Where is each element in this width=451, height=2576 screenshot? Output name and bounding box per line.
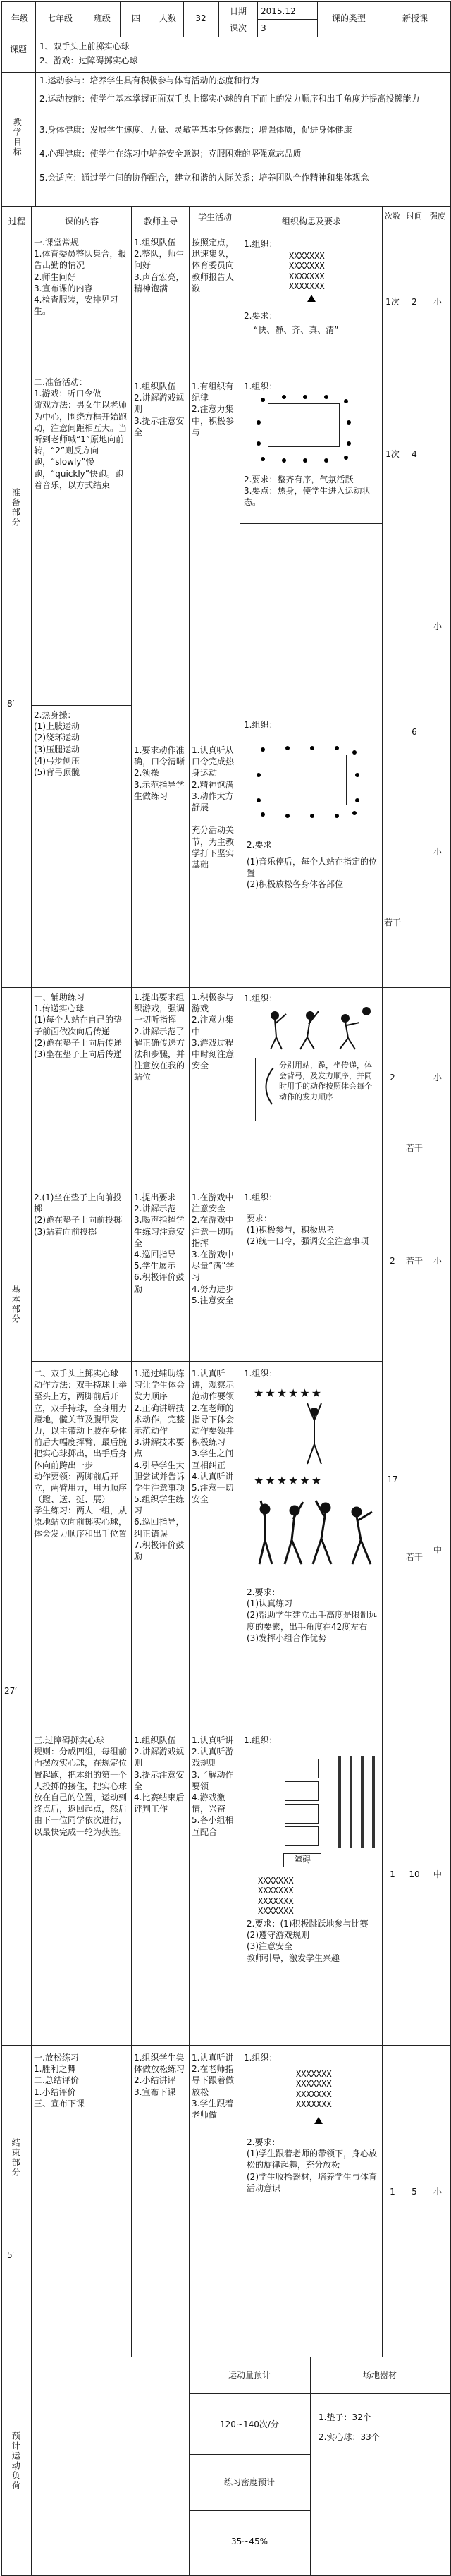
lane-marker xyxy=(338,1756,341,1848)
game-duration: 10 xyxy=(409,1869,420,1879)
teacher-triangle-icon xyxy=(307,295,316,302)
prep-req-title: 2.要求： xyxy=(244,311,278,321)
basic-intensity-a: 小 xyxy=(433,1073,442,1082)
lane-marker xyxy=(350,1756,352,1848)
prep-duration-b: 4 xyxy=(412,449,417,459)
ball-zone-1 xyxy=(285,1759,319,1778)
class-value: 四 xyxy=(131,13,140,23)
basic-intensity-c: 中 xyxy=(433,1545,442,1555)
game-org-title: 1.组织： xyxy=(244,1735,278,1745)
basic-duration-a: 若干 xyxy=(405,1143,423,1153)
ball-zone-3 xyxy=(285,1804,319,1824)
count-label: 人数 xyxy=(159,13,176,23)
topic-label: 课题 xyxy=(9,44,27,54)
prep-teacher-exercises: 1.要求动作准确，口令清晰 2.领操 3.示范指导学生做练习 xyxy=(134,745,185,801)
game-formation-x: XXXXXXX XXXXXXX XXXXXXX XXXXXXX xyxy=(258,1876,294,1917)
grade-label: 年级 xyxy=(11,13,28,23)
lesson-type-label: 课的类型 xyxy=(331,13,366,23)
students-stars-row: ★★★★★★ xyxy=(254,1474,323,1487)
prep-content-routine: 一.课堂常规 1.体育委员整队集合，报告出勤的情况 2.师生问好 3.宣布课的内容 4.检查服装，安排见习生。 xyxy=(34,238,127,317)
col-student: 学生活动 xyxy=(197,212,232,222)
density-value: 35~45% xyxy=(231,2537,268,2546)
col-teacher: 教师主导 xyxy=(143,216,178,226)
game-intensity: 中 xyxy=(433,1869,442,1879)
basic-student-throw-positions: 1.在游戏中注意安全 2.在游戏中注意一切听指挥 3.在游戏中尽量“满”学习 4.努力进步 5.注意安全 xyxy=(192,1192,235,1305)
basic-times-c: 17 xyxy=(387,1475,398,1484)
col-org: 组织构思及要求 xyxy=(281,216,341,226)
thrower-figure-icon xyxy=(296,1399,331,1470)
prep-intensity-b: 小 xyxy=(433,621,442,631)
prep-times-a: 1次 xyxy=(385,297,400,307)
prep-teacher-warmup-game: 1.组织队伍 2.讲解游戏规则 3.提示注意安全 xyxy=(134,381,185,437)
basic-org-a-title: 1.组织： xyxy=(244,994,278,1003)
basic-student-overhead-throw: 1.认真听讲，观察示范动作要领 2.在老师的指导下体会动作要领并积极练习 3.学生之间互相纠正 4.认真听讲 5.注意一切安全 xyxy=(192,1369,235,1505)
topic-item: 1、双手头上前掷实心球 xyxy=(39,42,130,51)
obstacle-label: 障碍 xyxy=(283,1853,321,1867)
prep-duration-a: 2 xyxy=(412,297,417,307)
prep-intensity-c: 小 xyxy=(433,847,442,857)
prep-student-warmup-game: 1.有组织有纪律 2.注意力集中，积极参与 xyxy=(192,381,235,437)
ball-zone-2 xyxy=(285,1781,319,1801)
section-prep-time: 8′ xyxy=(7,699,15,709)
venue-label: 场地器材 xyxy=(362,2370,397,2380)
objective-item: 5.会适应：通过学生间的协作配合，建立和谐的人际关系；培养团队合作精神和集体观念 xyxy=(39,173,369,183)
count-value: 32 xyxy=(195,13,206,23)
prep-req-text: “快、静、齐、真、清” xyxy=(254,325,339,335)
curved-arrow-icon xyxy=(257,1065,278,1107)
lane-marker xyxy=(361,1756,364,1848)
prep-org-b-req: 2.要求：整齐有序，气氛活跃 3.要点：热身，使学生进入运动状态。 xyxy=(244,475,371,508)
grade-value: 七年级 xyxy=(47,13,73,23)
venue-item: 1.垫子：32个 xyxy=(319,2412,371,2422)
prep-student-routine: 按照定点，迅速集队，体育委员向教师报告人数 xyxy=(192,238,235,293)
basic-duration-c: 若干 xyxy=(405,1552,423,1562)
end-content: 一.放松练习 1.胜利之舞 二.总结评价 1.小结评价 三、宣布下课 xyxy=(34,2053,85,2108)
basic-content-overhead-throw: 二、双手头上掷实心球 动作方法：双手持球上举至头上方，两脚前后开立，双手持球，全身用力蹬地，髋关节及腹甲发力，以主带动上肢在身体前后大幅度挥臂，最后腕把实心球掷出，出手后身体向前跨出一步 动作要领：两脚前后开立，两臂用力，用力顺序（蹬、送、挺、展） 学生练习：两人一组，从原地站立向前掷实心球，体会发力顺序和出手位置 xyxy=(34,1369,128,1539)
basic-times-a: 2 xyxy=(390,1073,395,1082)
end-org-title: 1.组织： xyxy=(244,2053,278,2063)
basic-times-b: 2 xyxy=(390,1256,395,1266)
student-formation-x: XXXXXXX XXXXXXX XXXXXXX XXXXXXX xyxy=(289,251,325,292)
prep-content-exercises: 2.热身操： (1)上肢运动 (2)绕环运动 (3)压腿运动 (4)弓步侧压 (5)背弓顶髋 xyxy=(34,710,80,777)
basic-intensity-b: 小 xyxy=(433,1256,442,1266)
col-intensity: 强度 xyxy=(430,212,445,221)
prep-times-c: 若干 xyxy=(383,917,401,927)
basic-content-throw-positions: 2.(1)坐在垫子上向前投掷 (2)跪在垫子上向前投掷 (3)站着向前投掷 xyxy=(34,1192,122,1237)
prep-times-b: 1次 xyxy=(385,449,400,459)
end-times: 1 xyxy=(390,2187,395,2197)
prep-org-c-req: (1)音乐停后，每个人站在指定的位置 (2)积极放松各身体各部位 xyxy=(247,857,377,890)
prep-org-title: 1.组织： xyxy=(244,239,278,249)
prep-org-c-req-title: 2.要求 xyxy=(247,840,272,850)
end-student: 1.认真听讲 2.在老师指导下跟着做放松 3.学生跟着老师做 xyxy=(192,2053,235,2120)
section-basic-time: 27′ xyxy=(4,1686,17,1696)
section-basic-label: 基本部分 xyxy=(11,1285,21,1324)
col-times: 次数 xyxy=(385,212,400,221)
session-value: 3 xyxy=(261,23,266,33)
section-prep-label: 准备部分 xyxy=(11,488,21,527)
heart-rate-value: 120~140次/分 xyxy=(220,2419,279,2429)
objective-item: 3.身体健康：发展学生速度、力量、灵敏等基本身体素质；增强体质，促进身体健康 xyxy=(39,125,352,135)
col-content: 课的内容 xyxy=(64,216,99,226)
end-duration: 5 xyxy=(412,2187,417,2197)
end-org-req: 2.要求： (1)学生跟着老师的带领下，身心放松的旋律起舞，充分放松 (2)学生收拾器材，培养学生与体育活动意识 xyxy=(247,2137,377,2193)
teacher-triangle-icon xyxy=(314,2117,323,2124)
prep-teacher-routine: 1.组织队伍 2.整队，师生问好 3.声音宏亮，精神饱满 xyxy=(134,238,185,293)
class-label: 班级 xyxy=(93,13,111,23)
runner-dots xyxy=(254,392,352,463)
topic-item: 2、游戏：过障碍掷实心球 xyxy=(39,56,138,66)
load-label: 预计运动负荷 xyxy=(11,2431,21,2491)
game-org-req: 2.要求：(1)积极跳跃地参与比赛 (2)遵守游戏规则 (3)注意安全 教师引导，激发学生兴趣 xyxy=(247,1919,369,1963)
load-title: 运动量预计 xyxy=(228,2370,271,2380)
objective-item: 1.运动参与：培养学生具有积极参与体育活动的态度和行为 xyxy=(39,75,259,85)
date-value: 2015.12 xyxy=(261,6,296,16)
objectives-label: 教学目标 xyxy=(12,118,23,157)
prep-intensity-a: 小 xyxy=(433,297,442,307)
prep-student-exercises: 1.认真听从口令完成热身运动 2.精神饱满 3.动作大方舒展 充分活动关节，为主教学打下坚实基础 xyxy=(192,745,235,869)
game-student: 1.认真听讲 2.认真听游戏规则 3.了解动作要领 4.游戏激情，兴奋 5.各小组相互配合 xyxy=(192,1735,234,1837)
lane-marker xyxy=(372,1756,375,1848)
venue-item: 2.实心球：33个 xyxy=(319,2432,380,2442)
density-label: 练习密度预计 xyxy=(223,2477,275,2487)
game-teacher: 1.组织队伍 2.讲解游戏规则 3.提示注意安全 4.比赛结束后评判工作 xyxy=(134,1735,185,1814)
basic-teacher-overhead-throw: 1.通过辅助练习让学生体会发力顺序 2.正确讲解技术动作，完整示范动作 3.讲解技术要点 4.引导学生大胆尝试并告诉学生注意事项 5.组织学生练习 6.巡回指导，纠正错误 7.积极评价鼓励 xyxy=(134,1369,185,1561)
basic-duration-b: 若干 xyxy=(405,1256,423,1266)
basic-org-c-req: 2.要求： (1)认真练习 (2)帮助学生建立出手高度是限制远度的要素，出手角度在42度左右 (3)发挥小组合作优势 xyxy=(247,1587,377,1643)
game-times: 1 xyxy=(390,1869,395,1879)
session-label: 课次 xyxy=(229,23,247,33)
basic-content-pass-ball: 一、辅助练习 1.传递实心球 (1)每个人站在自己的垫子前面依次向后传递 (2)跪在垫子上向后传递 (3)坐在垫子上向后传递 xyxy=(34,992,122,1059)
basic-teacher-throw-positions: 1.提出要求 2.讲解示范 3.喝声指挥学生练习注意安全 4.巡回指导 5.学生展示 6.积极评价鼓励 xyxy=(134,1192,185,1294)
end-teacher: 1.组织学生集体做放松练习 2.小结讲评 3.宣布下课 xyxy=(134,2053,185,2097)
basic-org-b-req: 要求： (1)积极参与，积极思考 (2)统一口令，强调安全注意事项 xyxy=(247,1214,369,1247)
throw-figures-icon xyxy=(261,1006,373,1055)
students-stars-row: ★★★★★★ xyxy=(254,1386,323,1400)
section-end-time: 5′ xyxy=(7,2250,15,2260)
prep-content-warmup-game: 二.准备活动： 1.游戏：听口令做 游戏方法：男女生以老师为中心，围绕方框开始跑动，注意间距相互大。当听到老师喊“1”原地向前转，“2”则反方向跑，“slowly”慢跑，“quickly”快跑。跑着音乐，以方式结束 xyxy=(34,377,128,490)
lesson-type-value: 新授课 xyxy=(402,13,428,23)
objective-item: 2.运动技能：使学生基本掌握正面双手头上掷实心球的自下而上的发力顺序和出手角度并提高投掷能力 xyxy=(39,94,420,104)
end-formation-x: XXXXXXX XXXXXXX XXXXXXX XXXXXXX xyxy=(296,2069,332,2110)
prep-org-c-title: 1.组织： xyxy=(244,720,278,730)
end-intensity: 小 xyxy=(433,2187,442,2197)
col-duration: 时间 xyxy=(407,212,422,221)
objective-item: 4.心理健康：使学生在练习中培养安全意识；克服困难的坚强意志品质 xyxy=(39,149,302,159)
basic-org-b-title: 1.组织： xyxy=(244,1192,278,1202)
game-content: 三.过障碍掷实心球 规则：分成四组，每组前面摆放实心球，在规定位置起跑，把本组的第一个人投掷的接住，把实心球放在自己的位置，运动到终点后，返回起点，然后由下一位同学依次进行，以最快完成一轮为获胜。 xyxy=(34,1735,128,1837)
basic-org-c-title: 1.组织： xyxy=(244,1369,278,1379)
throw-sequence-icon xyxy=(251,1498,378,1568)
basic-student-pass-ball: 1.积极参与游戏 2.注意力集中 3.游戏过程中时刻注意安全 xyxy=(192,992,235,1071)
section-end-label: 结束部分 xyxy=(11,2138,21,2178)
prep-duration-c: 6 xyxy=(412,727,417,737)
col-process: 过程 xyxy=(8,216,25,226)
date-label: 日期 xyxy=(229,6,247,16)
basic-teacher-pass-ball: 1.提出要求组织游戏，强调一切听指挥 2.讲解示范了解正确传递方法和步骤，并注意放在我的站位 xyxy=(134,992,185,1082)
prep-org-b-title: 1.组织： xyxy=(244,381,278,391)
ball-zone-4 xyxy=(285,1826,319,1846)
exercise-dots xyxy=(254,745,359,815)
basic-org-a-note: 分别用站，跪，坐传递，体会背弓，及发力顺序，并同时用手的动作按照体会每个动作的发力顺序 xyxy=(279,1061,372,1101)
